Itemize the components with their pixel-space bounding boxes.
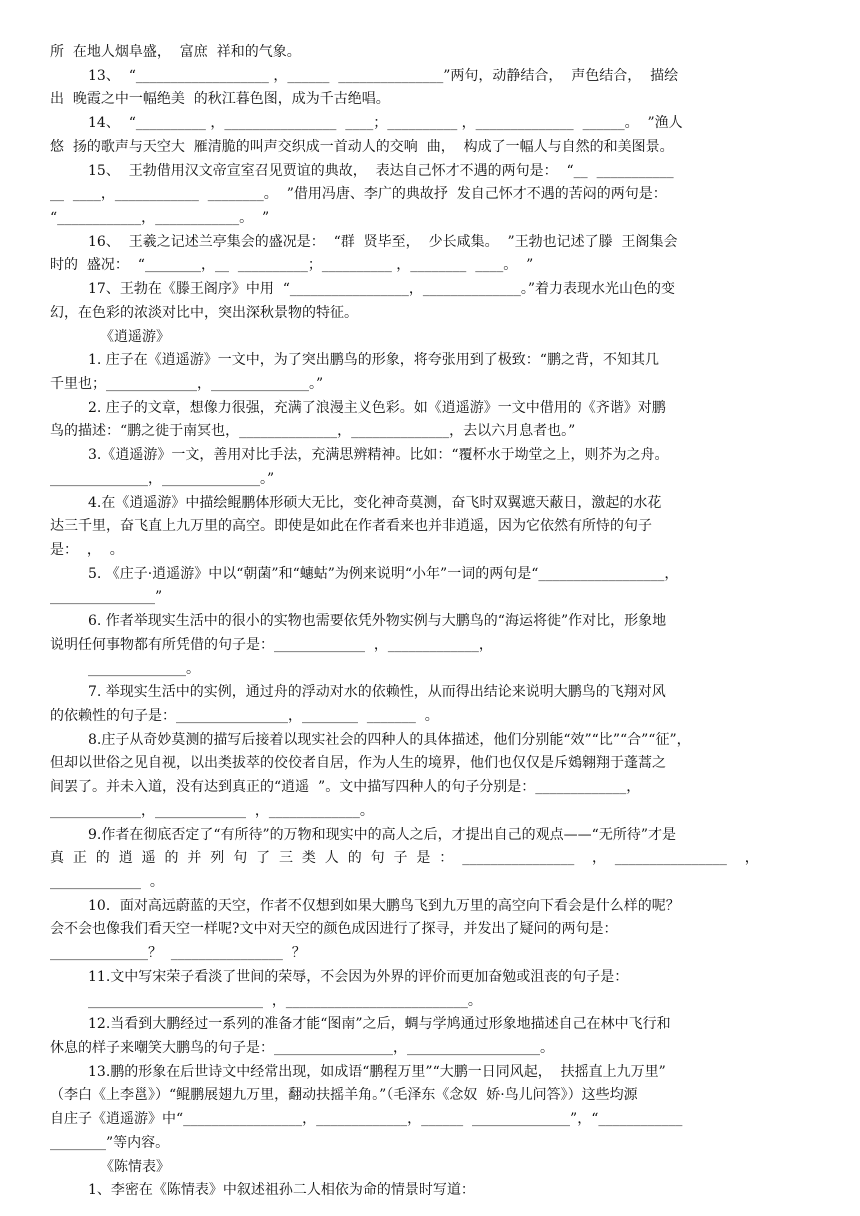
text-line: __ ____，____________ ________。 ”借用冯唐、李广的典故抒 发自己怀才不遇的苦闷的两句是： — [50, 186, 667, 203]
question-13-line: 13、 “___________________ ，______ _______________”两句，动静结合， 声色结合， 描绘 — [88, 67, 679, 84]
text-line: _________________________ ，__________________________。 — [88, 992, 482, 1009]
question-line: 5. 《庄子·逍遥游》中以“朝菌”和“蟪蛄”为例来说明“小年”一词的两句是“__________________， — [88, 565, 679, 582]
text-line: （李白《上李邕》）“鲲鹏展翅九万里，翻动扶摇羊角。”（毛泽东《念奴 娇·鸟儿问答》）这些均源 — [50, 1087, 638, 1104]
question-line: 10．面对高远蔚蓝的天空，作者不仅想到如果大鹏鸟飞到九万里的高空向下看会是什么样的呢？ — [88, 897, 680, 914]
text-line: _____________，_____________ ，_____________。 — [50, 802, 374, 819]
question-line: 8.庄子从奇妙莫测的描写后接着以现实社会的四种人的具体描述，他们分别能“效”“比”“合”“征”， — [88, 731, 691, 748]
section-title-chenqingbiao: 《陈情表》 — [100, 1158, 170, 1175]
question-line: 1、李密在《陈情表》中叙述祖孙二人相依为命的情景时写道： — [88, 1182, 475, 1199]
question-line: 6. 作者举现实生活中的很小的实物也需要依凭外物实例与大鹏鸟的“海运将徙”作对比，形象地 — [88, 613, 667, 630]
question-15-line: 15、 王勃借用汉文帝宣室召见贾谊的典故， 表达自己怀才不遇的两句是： “__ ___________ — [88, 162, 674, 179]
text-line: ______________，______________。” — [50, 470, 275, 487]
text-line: 所 在地人烟阜盛， 富庶 祥和的气象。 — [50, 44, 301, 60]
text-line: 但却以世俗之见自视，以出类拔萃的佼佼者自居，作为人生的境界，他们也仅仅是斥鴳翱翔于蓬蒿之 — [50, 755, 666, 772]
text-line: 的依赖性的句子是：________________，________ _______ 。 — [50, 708, 439, 724]
question-line: 2. 庄子的文章，想像力很强，充满了浪漫主义色彩。如《逍遥游》一文中借用的《齐谐》对鹏 — [88, 399, 666, 416]
question-line: 7. 举现实生活中的实例，通过舟的浮动对水的依赖性，从而得出结论来说明大鹏鸟的飞翔对风 — [88, 684, 666, 701]
question-16-line: 16、 王羲之记述兰亭集会的盛况是： “群 贤毕至， 少长咸集。 ”王勃也记述了滕 王阁集会 — [88, 233, 678, 250]
text-line: ________”等内容。 — [50, 1134, 170, 1151]
section-title-xiaoyaoyou: 《逍遥游》 — [100, 328, 170, 345]
question-17-line: 17、王勃在《滕王阁序》中用 “_________________，______________。”着力表现水光山色的变 — [88, 281, 676, 298]
text-line: 会不会也像我们看天空一样呢?文中对天空的颜色成因进行了探寻，并发出了疑问的两句是： — [50, 921, 618, 938]
text-line: 千里也；_____________，______________。” — [50, 376, 324, 392]
question-line: 12.当看到大鹏经过一系列的准备才能“图南”之后，蜩与学鸠通过形象地描述自己在林中飞行和 — [88, 1016, 671, 1033]
text-line: 达三千里，奋飞直上九万里的高空。即使是如此在作者看来也并非逍遥，因为它依然有所恃的句子 — [50, 518, 652, 535]
text-line: _____________ 。 — [50, 874, 164, 890]
text-line: 鸟的描述：“鹏之徙于南冥也，______________，______________，去以六月息者也。” — [50, 423, 576, 440]
text-line: 自庄子《逍遥游》中“_________________，_____________，______ ______________”，“____________ — [50, 1111, 683, 1128]
question-line: 1. 庄子在《逍遥游》一文中，为了突出鹏鸟的形象，将夸张用到了极致：“鹏之背，不知其几 — [88, 352, 659, 369]
text-line: 是： ， 。 — [50, 542, 124, 558]
text-line: 悠 扬的歌声与天空大 雁清脆的叫声交织成一首动人的交响 曲， 构成了一幅人与自然的和美图景。 — [50, 138, 674, 155]
question-line: 4.在《逍遥游》中描绘鲲鹏体形硕大无比，变化神奇莫测，奋飞时双翼遮天蔽日，激起的水花 — [88, 494, 662, 511]
text-line: 真 正 的 逍 遥 的 并 列 句 了 三 类 人 的 句 子 是 ： ________________ ， ________________ ， — [50, 850, 759, 867]
text-line: ______________。 — [88, 660, 200, 677]
question-line: 11.文中写宋荣子看淡了世间的荣辱，不会因为外界的评价而更加奋勉或沮丧的句子是： — [88, 968, 629, 985]
text-line: 出 晚霞之中一幅绝美 的秋江暮色图，成为千古绝唱。 — [50, 91, 390, 108]
question-line: 13.鹏的形象在后世诗文中经常出现，如成语“鹏程万里”“大鹏一日同风起， 扶摇直上九万里” — [88, 1063, 666, 1080]
text-line: “____________，____________。 ” — [50, 210, 270, 226]
text-line: 休息的样子来嘲笑大鹏鸟的句子是：_________________，___________________。 — [50, 1040, 554, 1056]
text-line: 说明任何事物都有所凭借的句子是：_____________ ，_____________， — [50, 636, 493, 653]
text-line: 幻，在色彩的浓淡对比中，突出深秋景物的特征。 — [50, 304, 358, 321]
question-line: 3.《逍遥游》一文，善用对比手法，充满思辨精神。比如：“覆杯水于坳堂之上，则芥为之舟。 — [88, 447, 669, 464]
text-line: 时的 盛况： “________，__ __________；__________ ，________ ____。 ” — [50, 257, 534, 274]
question-line: 9.作者在彻底否定了“有所待”的万物和现实中的高人之后，才提出自己的观点——“无所待”才是 — [88, 826, 676, 843]
text-line: ______________？ ________________ ？ — [50, 945, 306, 962]
text-line: 间罢了。并未入道，没有达到真正的“逍遥 ”。文中描写四种人的句子分别是：_____________， — [50, 779, 641, 796]
question-14-line: 14、 “__________ ，________________ ____；__________ ，______________ ______。 ”渔人 — [88, 115, 683, 132]
text-line: _______________” — [50, 589, 163, 606]
